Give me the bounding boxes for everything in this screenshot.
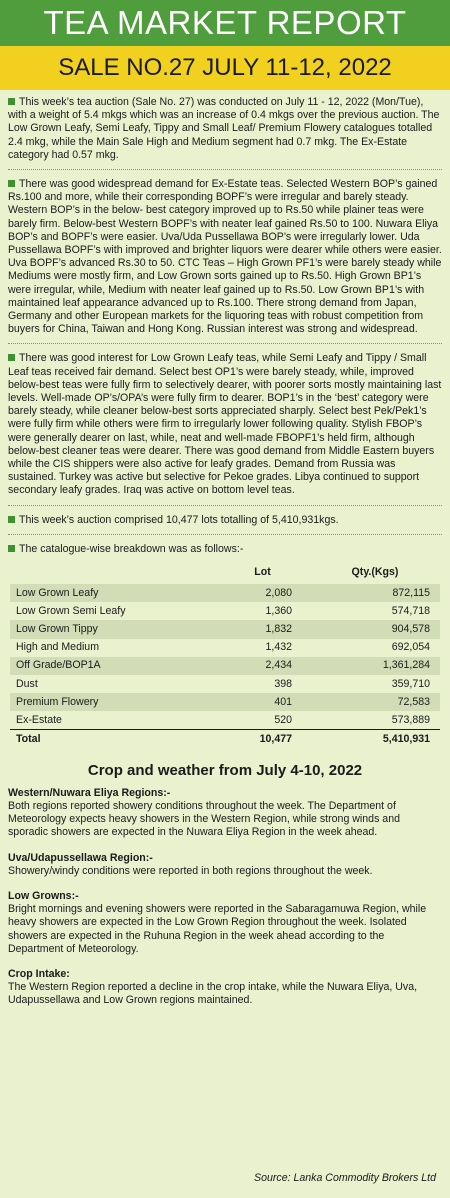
table-row: Dust 398 359,710 xyxy=(16,677,430,690)
region-title: Crop Intake: xyxy=(8,968,70,981)
dotted-divider xyxy=(8,169,442,170)
bullet-icon xyxy=(8,545,15,552)
report-title: TEA MARKET REPORT xyxy=(0,0,450,46)
sale-subtitle: SALE NO.27 JULY 11-12, 2022 xyxy=(0,46,450,90)
breakdown-intro: The catalogue-wise breakdown was as follows:- xyxy=(8,543,442,556)
bullet-icon xyxy=(8,98,15,105)
lots-paragraph: This week’s auction comprised 10,477 lots totalling of 5,410,931kgs. xyxy=(8,514,442,527)
region-western-nuwara-eliya xyxy=(8,787,442,840)
bullet-icon xyxy=(8,354,15,361)
table-row: High and Medium 1,432 692,054 xyxy=(16,641,430,654)
table-row: Premium Flowery 401 72,583 xyxy=(10,693,440,711)
header-category xyxy=(10,562,215,584)
ex-estate-paragraph: There was good widespread demand for Ex-Estate teas. Selected Western BOP’s gained Rs.100 and more, while their corresponding BOPF’s were irregular and barely steady. Western BOP’s in the below- best category improved up to Rs.50 while plainer teas were barely firm. Below-best Western BOPF’s with neater leaf gained Rs.50 to 100. Nuwara Eliya BOP’s and BOPF’s were easier. Uva/Uda Pussellawa BOP’s were irregularly lower. Uda Pussellawa BOPF’s with improved and brighter liquors were dearer while others were easier. Uva BOPF’s advanced Rs.30 to 50. CTC Teas – High Grown PF1’s were barely steady while Mediums were mostly firm, and Low Grown sorts gained up to Rs.50. High Grown BP1’s were irregular, while, Medium with neater leaf gained up to Rs.50. Low Grown BP1’s with maintained leaf appearance advanced up to Rs.100. There strong demand from Japan, Germany and other European markets for the liquoring teas with robust competition from buyers for China, Taiwan and Hong Kong. Russian interest was strong and widespread. xyxy=(8,178,442,336)
low-grown-paragraph: There was good interest for Low Grown Leafy teas, while Semi Leafy and Tippy / Small Leaf teas received fair demand. Select best OP1’s were barely steady, while, improved below-best teas were fully firm to selectively dearer, with poorer sorts mostly maintaining last levels. Well-made OP’s/OPA’s were fully firm to dearer. BOP1’s in the ‘best’ category were barely steady, while cleaner below-best sorts appreciated sharply. Select best Pek/Pek1’s were fully firm while others were firm to irregularly lower following quality. Stylish FBOP’s were generally dearer on last, while, neat and well-made FBOPF1’s held firm, although below-best cleaner teas were dearer. There was good demand from Middle Eastern buyers while the CIS shippers were also active for leafy grades. Demand from Russia was sustained. Turkey was active but selective for Pekoe grades. Libya continued to support secondary leafy grades. Iraq was active on bottom level teas. xyxy=(8,352,442,497)
region-text: The Western Region reported a decline in the crop intake, while the Nuwara Eliya, Uva, Udapussellawa and Low Grown regions maintained. xyxy=(8,981,418,1007)
header-qty: Qty.(Kgs) xyxy=(351,566,399,579)
table-header-row xyxy=(10,562,440,584)
region-crop-intake xyxy=(8,968,442,1008)
region-text: Both regions reported showery conditions throughout the week. The Department of Meteorology expects heavy showers in the Western Region, while strong winds and sporadic showers are expected in the Nuwara Eliya Region in the week ahead. xyxy=(8,800,400,839)
catalogue-table xyxy=(10,562,440,750)
crop-weather-heading: Crop and weather from July 4-10, 2022 xyxy=(87,761,363,779)
region-title: Western/Nuwara Eliya Regions:- xyxy=(8,786,171,799)
region-title: Uva/Udapussellawa Region:- xyxy=(8,851,153,864)
dotted-divider xyxy=(8,534,442,535)
region-uva-udapussellawa xyxy=(8,852,442,878)
summary-paragraph: This week’s tea auction (Sale No. 27) was conducted on July 11 - 12, 2022 (Mon/Tue), with a weight of 5.4 mkgs which was an increase of 0.4 mkgs over the previous auction. The Low Grown Leafy, Semi Leafy, Tippy and Small Leaf/ Premium Flowery catalogues totalled 2.4 mkg, while the Main Sale High and Medium segment had 0.7 mkg. The Ex-Estate category had 0.57 mkg. xyxy=(8,96,440,161)
report-body xyxy=(8,96,442,1020)
table-row: Off Grade/BOP1A 2,434 1,361,284 xyxy=(10,657,440,675)
dotted-divider xyxy=(8,343,442,344)
table-row: Ex-Estate 520 573,889 xyxy=(16,713,430,726)
table-row: Low Grown Tippy 1,832 904,578 xyxy=(10,620,440,638)
source-credit: Source: Lanka Commodity Brokers Ltd xyxy=(254,1172,436,1184)
region-title: Low Growns:- xyxy=(8,890,79,903)
header-lot: Lot xyxy=(254,566,271,579)
catalogue-table-wrap xyxy=(10,562,440,750)
table-total-row: Total 10,477 5,410,931 xyxy=(10,730,440,750)
table-row: Low Grown Leafy 2,080 872,115 xyxy=(10,584,440,602)
bullet-icon xyxy=(8,516,15,523)
table-row: Low Grown Semi Leafy 1,360 574,718 xyxy=(16,604,430,617)
bullet-icon xyxy=(8,180,15,187)
dotted-divider xyxy=(8,505,442,506)
region-text: Showery/windy conditions were reported in both regions throughout the week. xyxy=(8,864,373,877)
region-low-growns xyxy=(8,890,442,956)
region-text: Bright mornings and evening showers were reported in the Sabaragamuwa Region, while heavy showers are expected in the Low Grown Region throughout the week. Isolated showers are expected in the Ruhuna Region in the week ahead according to the Department of Meteorology. xyxy=(8,903,427,955)
